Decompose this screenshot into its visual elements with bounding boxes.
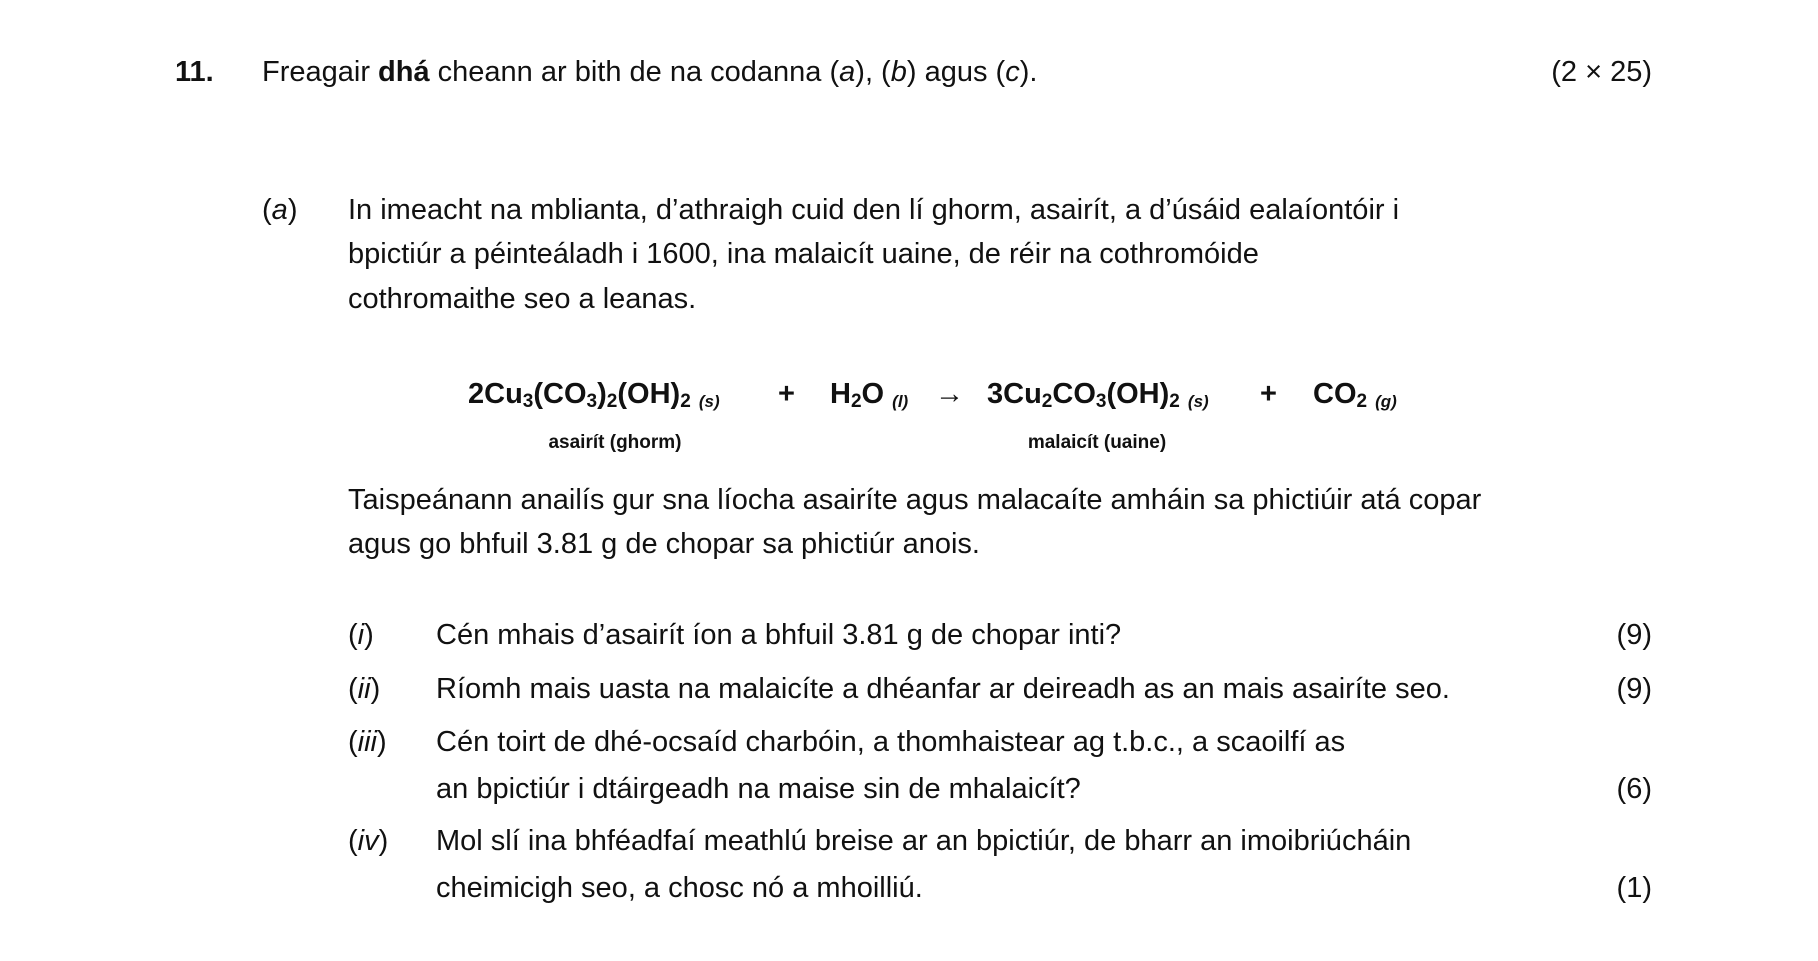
intro-line: In imeacht na mblianta, d’athraigh cuid den lí ghorm, asairít, a d’úsáid ealaíontóir i (348, 194, 1400, 226)
subpart-text: Ríomh mais uasta na malaicíte a dhéanfar ar deireadh as an mais asairíte seo. (436, 673, 1450, 705)
product-malachite: $3Cu_2CO_3(OH)_2$ (s) (987, 378, 1209, 412)
subpart-text: Cén mhais d’asairít íon a bhfuil 3.81 g de chopar inti? (436, 619, 1122, 651)
product-co2: $CO_2$ (g) (1313, 378, 1397, 412)
subpart-text: an bpictiúr i dtáirgeadh na maise sin de mhalaicít? (436, 773, 1081, 805)
intro-line: bpictiúr a péinteáladh i 1600, ina malaicít uaine, de réir na cothromóide (348, 238, 1259, 270)
reactant-azurite: $2Cu_3(CO_3)_2(OH)_2$ (s) (468, 378, 720, 412)
label-azurite: asairít (ghorm) (548, 432, 682, 453)
question-instruction: Freagair dhá cheann ar bith de na codanna (a), (b) agus (c). (262, 56, 1038, 88)
subpart-text: Mol slí ina bhféadfaí meathlú breise ar an bpictiúr, de bharr an imoibriúcháin (436, 825, 1412, 857)
question-marks: (2 × 25) (1551, 56, 1652, 88)
plus-sign: + (778, 378, 795, 410)
analysis-line: Taispeánann anailís gur sna líocha asairíte agus malacaíte amháin sa phictiúir atá copar (348, 484, 1482, 516)
subpart-marks: (6) (1616, 773, 1652, 805)
reactant-water: $H_2O$ (l) (830, 378, 909, 412)
question-number: 11. (175, 56, 214, 88)
plus-sign: + (1260, 378, 1277, 410)
subpart-label: (i) (348, 619, 374, 651)
subpart-marks: (1) (1616, 872, 1652, 904)
subpart-label: (iii) (348, 726, 387, 758)
part-a-label: (a) (262, 194, 298, 226)
subpart-text: cheimicigh seo, a chosc nó a mhoilliú. (436, 872, 923, 904)
label-malachite: malaicít (uaine) (1027, 432, 1167, 453)
intro-line: cothromaithe seo a leanas. (348, 283, 697, 315)
subpart-text: Cén toirt de dhé-ocsaíd charbóin, a thomhaistear ag t.b.c., a scaoilfí as (436, 726, 1346, 758)
reaction-arrow: → (935, 378, 964, 410)
subpart-marks: (9) (1616, 673, 1652, 705)
analysis-line: agus go bhfuil 3.81 g de chopar sa phictiúr anois. (348, 528, 980, 560)
subpart-marks: (9) (1616, 619, 1652, 651)
subpart-label: (iv) (348, 825, 389, 857)
subpart-label: (ii) (348, 673, 381, 705)
